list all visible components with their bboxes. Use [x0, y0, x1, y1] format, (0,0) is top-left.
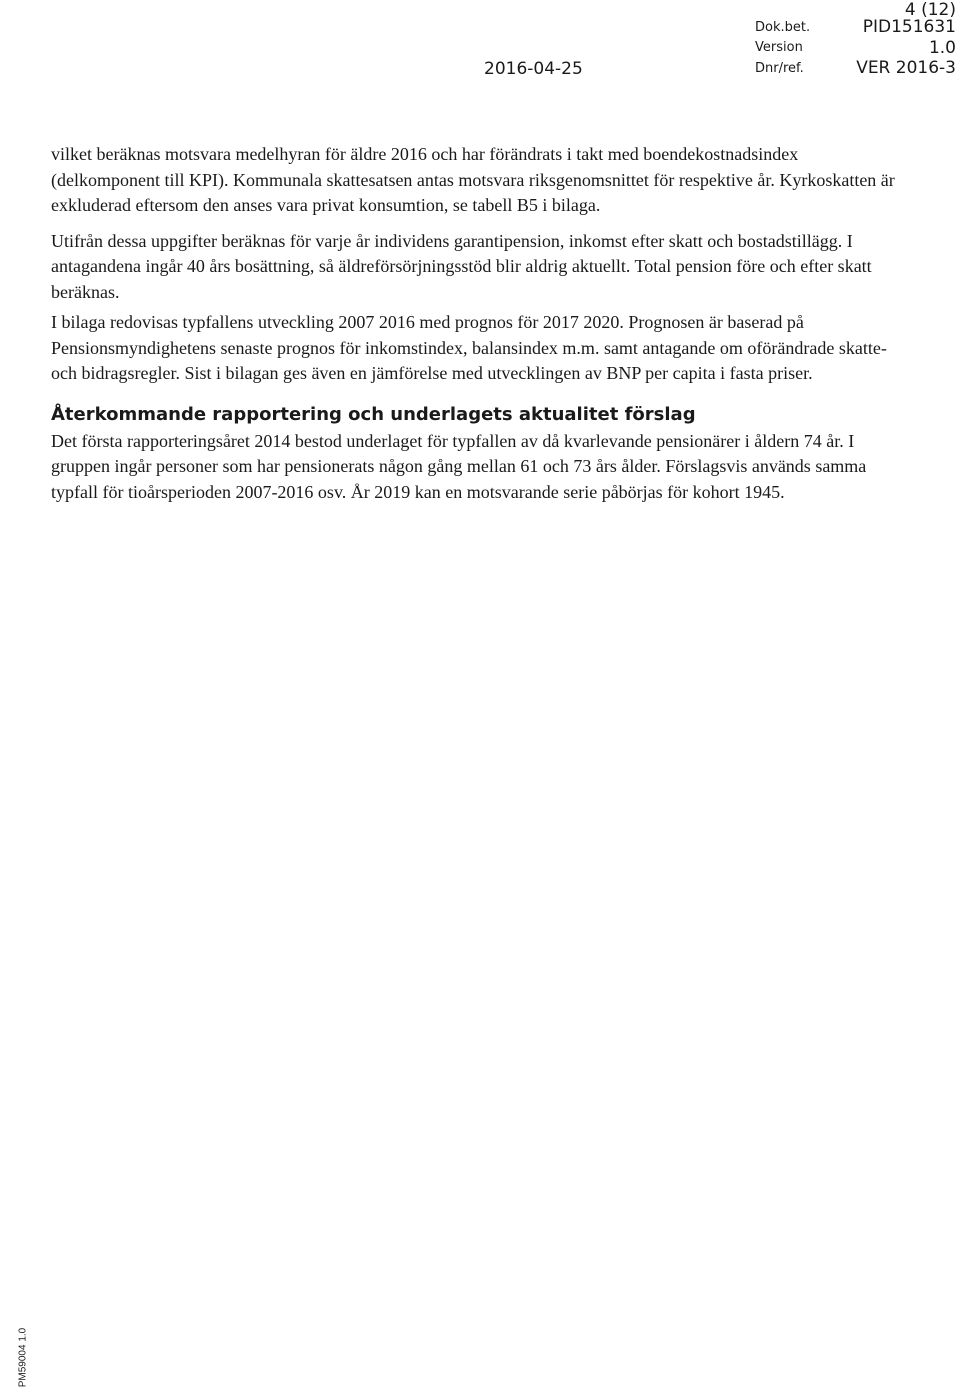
doc-label: Dok.bet.	[755, 20, 811, 35]
dnr-label: Dnr/ref.	[755, 61, 804, 76]
page-number: 4 (12)	[904, 0, 956, 20]
paragraph-reporting: Det första rapporteringsåret 2014 bestod underlaget för typfallen av då kvarlevande pensionärer i åldern 74 år. I gruppen ingår personer som har pensionerats någon gång mellan 61 och 73 års ålder. Förslagsvis används samma typfall för tioårsperioden 2007-2016 osv. År 2019 kan en motsvarande serie påbörjas för kohort 1945.	[51, 430, 867, 502]
dnr-value: VER 2016-3	[856, 58, 956, 78]
document-date: 2016-04-25	[484, 59, 583, 79]
paragraph-housing-tax: vilket beräknas motsvara medelhyran för äldre 2016 och har förändrats i takt med boendekostnadsindex (delkomponent till KPI). Kommunala skattesatsen antas motsvara riksgenomsnittet för respektive år. Kyrkoskatten är exkluderad eftersom den anses vara privat konsumtion, se tabell B5 i bilaga.	[51, 144, 895, 215]
document-body	[51, 142, 911, 505]
doc-value: PID151631	[862, 17, 956, 37]
paragraph-calculation: Utifrån dessa uppgifter beräknas för varje år individens garantipension, inkomst efter skatt och bostadstillägg. I antagandena ingår 40 års bosättning, så äldreförsörjningsstöd blir aldrig aktuellt. Total pension före och efter skatt beräknas.	[51, 230, 872, 302]
section-heading: Återkommande rapportering och underlagets aktualitet förslag	[51, 403, 696, 425]
version-label: Version	[755, 40, 803, 55]
version-value: 1.0	[928, 38, 956, 58]
paragraph-appendix: I bilaga redovisas typfallens utveckling 2007 2016 med prognos för 2017 2020. Prognosen är baserad på Pensionsmyndighetens senaste prognos för inkomstindex, balansindex m.m. samt antagande om oförändrade skatte-och bidragsregler. Sist i bilagan ges även en jämförelse med utvecklingen av BNP per capita i fasta priser.	[51, 312, 887, 383]
form-code: PM59004 1.0	[17, 1327, 29, 1388]
